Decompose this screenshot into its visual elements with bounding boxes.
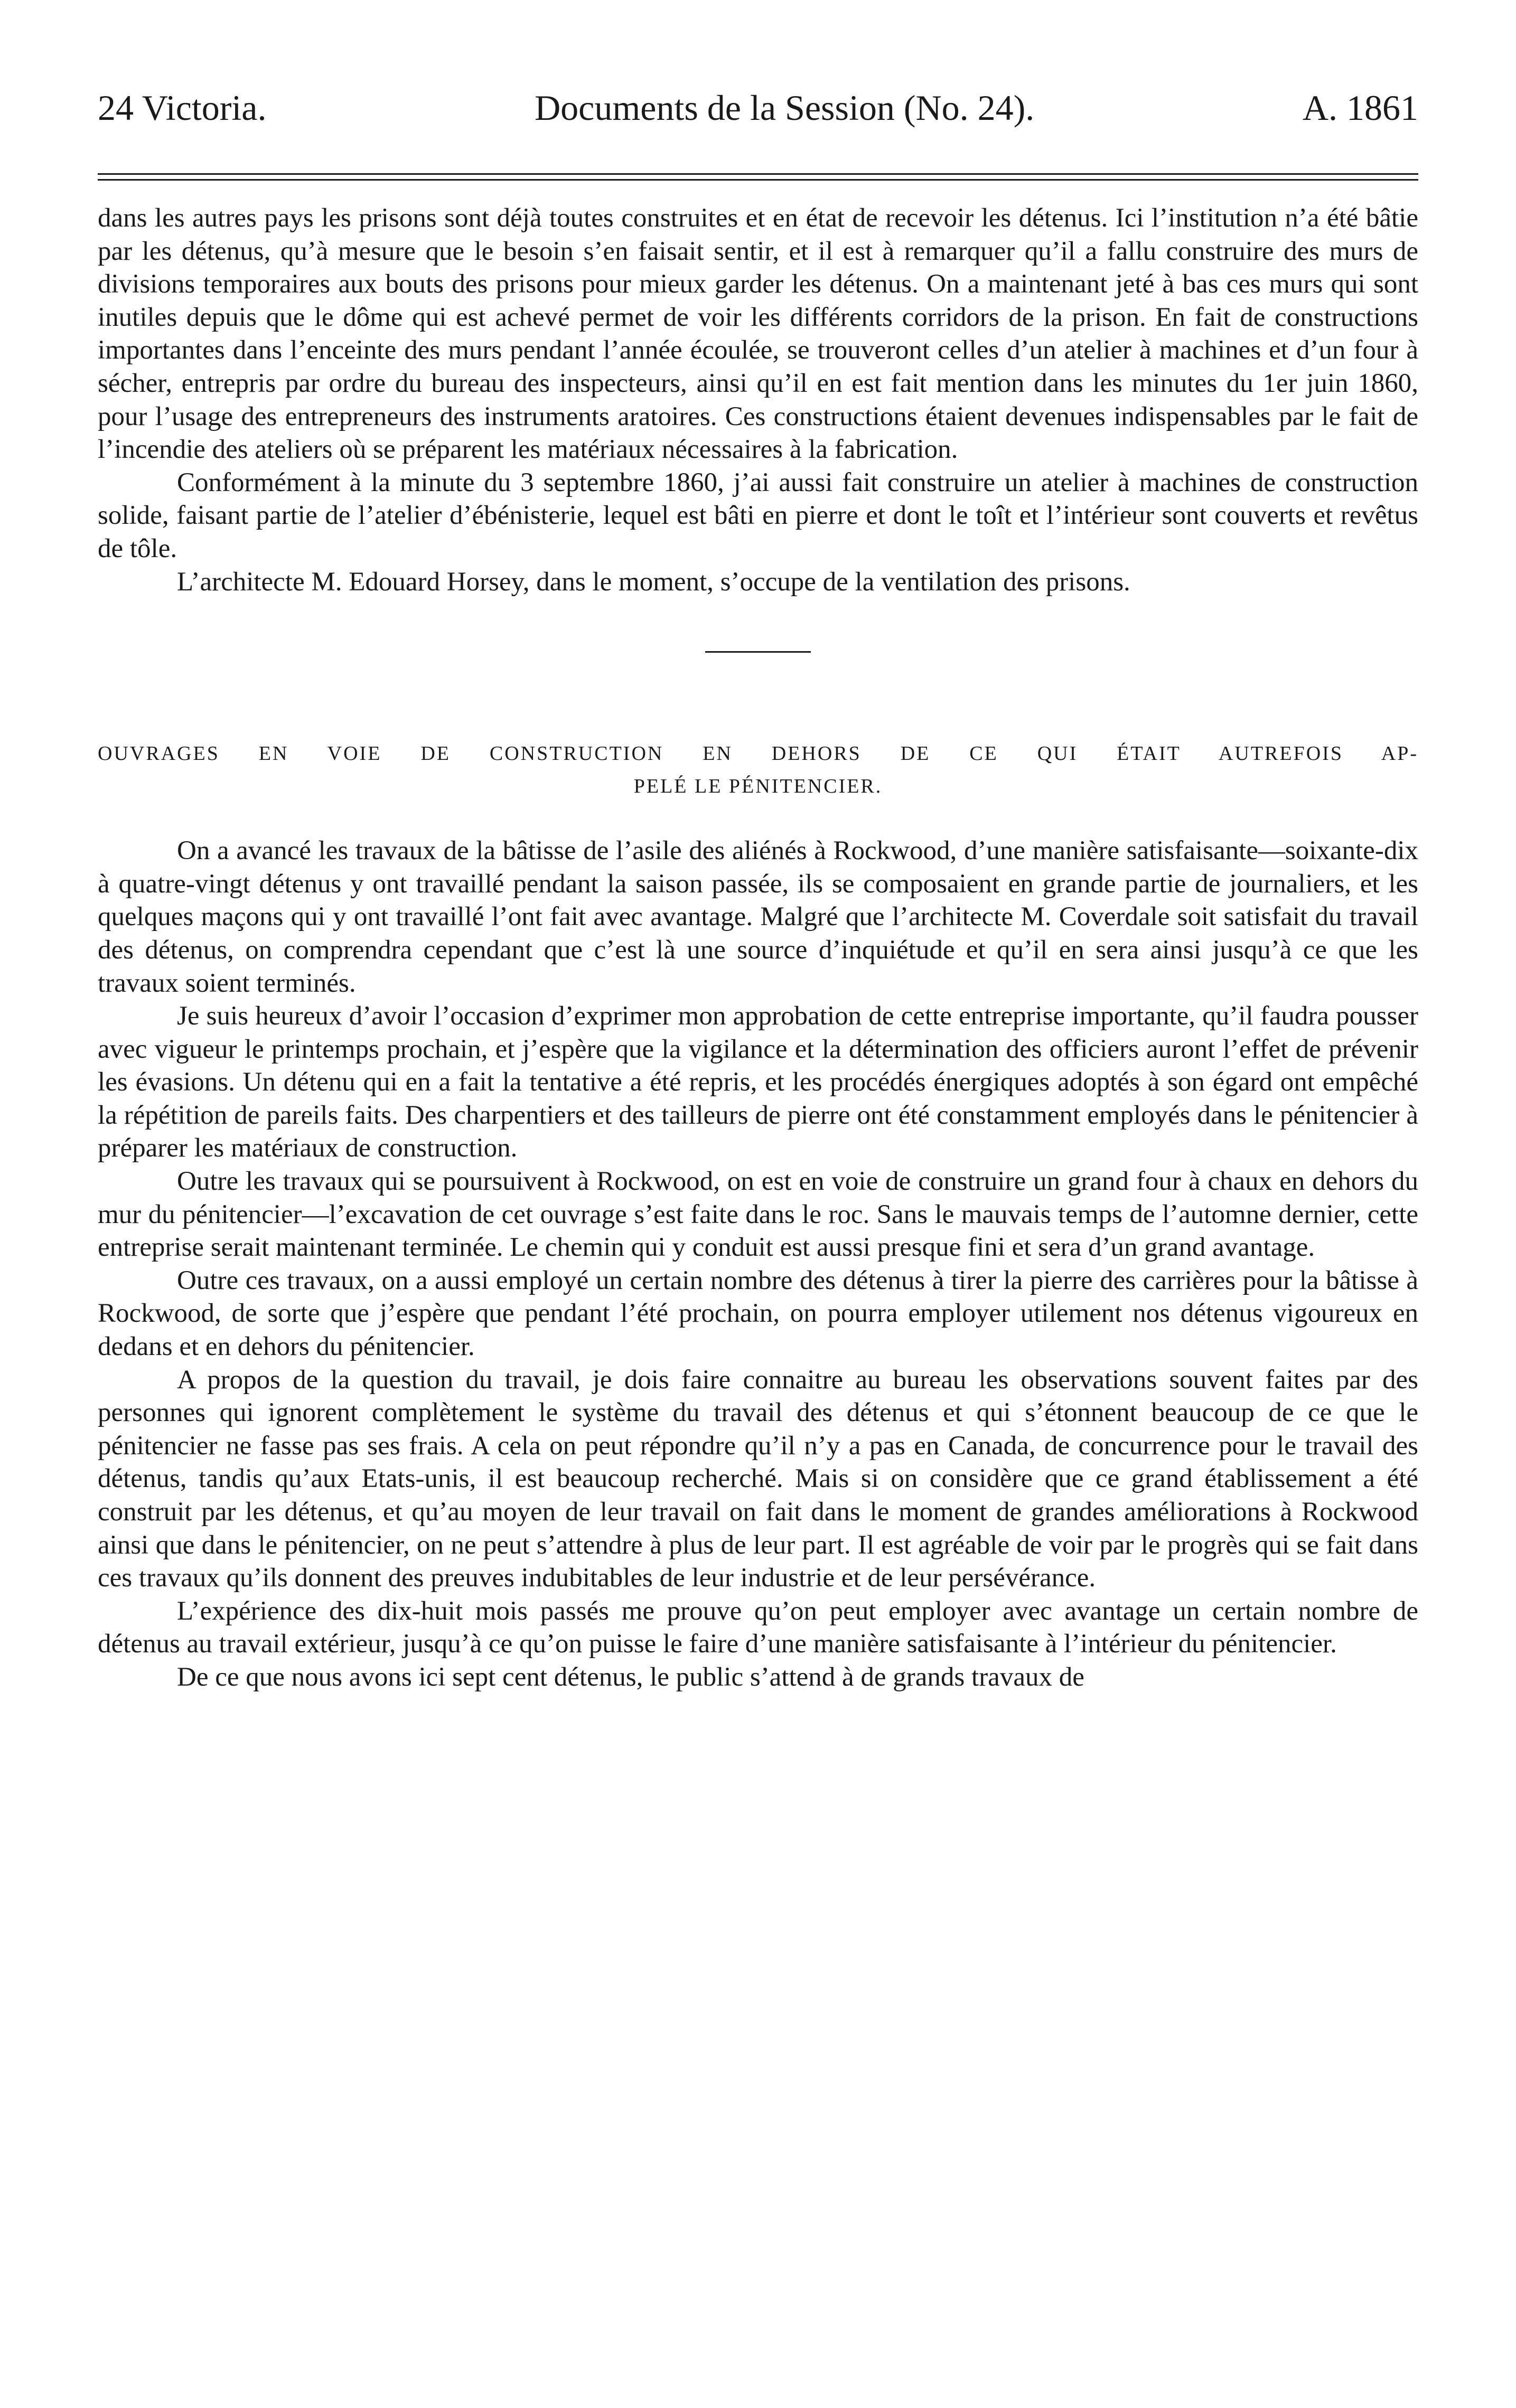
paragraph: L’expérience des dix-huit mois passés me prouve qu’on peut employer avec avantage un certain nombre de détenus au travail extérieur, jusqu’à ce qu’on puisse le faire d’une manière satisfaisante à l’intérieur du pénitencier.: [98, 1596, 1418, 1659]
running-header: [98, 90, 1418, 132]
paragraph: De ce que nous avons ici sept cent détenus, le public s’attend à de grands travaux de: [177, 1662, 1084, 1692]
paragraph: L’architecte M. Edouard Horsey, dans le moment, s’occupe de la ventilation des prisons.: [177, 567, 1130, 597]
section-heading-line-2: PELÉ LE PÉNITENCIER.: [633, 775, 883, 798]
paragraph: Conformément à la minute du 3 septembre 1860, j’ai aussi fait construire un atelier à machines de construction solide, faisant partie de l’atelier d’ébénisterie, lequel est bâti en pierre et dont le toît et l’intérieur sont couverts et revêtus de tôle.: [98, 467, 1418, 563]
document-page: [98, 90, 1418, 1694]
header-double-rule: [98, 173, 1418, 181]
header-title: Documents de la Session (No. 24).: [535, 88, 1035, 128]
header-volume: 24 Victoria.: [98, 88, 267, 128]
section-divider-rule: [705, 651, 811, 653]
body-section-1: [98, 202, 1418, 598]
paragraph: Je suis heureux d’avoir l’occasion d’exprimer mon approbation de cette entreprise importante, qu’il faudra pousser avec vigueur le printemps prochain, et j’espère que la vigilance et la détermination des officiers auront l’effet de prévenir les évasions. Un détenu qui en a fait la tentative a été repris, et les procédés énergiques adoptés à son égard ont empêché la répétition de pareils faits. Des charpentiers et des tailleurs de pierre ont été constamment employés dans le pénitencier à préparer les matériaux de construction.: [98, 1001, 1418, 1163]
body-section-2: [98, 834, 1418, 1694]
paragraph: Outre ces travaux, on a aussi employé un certain nombre des détenus à tirer la pierre des carrières pour la bâtisse à Rockwood, de sorte que j’espère que pendant l’été prochain, on pourra employer utilement nos détenus vigoureux en dedans et en dehors du pénitencier.: [98, 1265, 1418, 1362]
paragraph: A propos de la question du travail, je dois faire connaitre au bureau les observations souvent faites par des personnes qui ignorent complètement le système du travail des détenus et qui s’étonnent beaucoup de ce que le pénitencier ne fasse pas ses frais. A cela on peut répondre qu’il n’y a pas en Canada, de concurrence pour le travail des détenus, tandis qu’aux Etats-unis, il est beaucoup recherché. Mais si on considère que ce grand établissement a été construit par les détenus, et qu’au moyen de leur travail on fait dans le moment de grandes améliorations à Rockwood ainsi que dans le pénitencier, on ne peut s’attendre à plus de leur part. Il est agréable de voir par le progrès qui se fait dans ces travaux qu’ils donnent des preuves indubitables de leur industrie et de leur persévérance.: [98, 1365, 1418, 1593]
paragraph: On a avancé les travaux de la bâtisse de l’asile des aliénés à Rockwood, d’une manière satisfaisante—soixante-dix à quatre-vingt détenus y ont travaillé pendant la saison passée, ils se composaient en grande partie de journaliers, et les quelques maçons qui y ont travaillé l’ont fait avec avantage. Malgré que l’architecte M. Coverdale soit satisfait du travail des détenus, on comprendra cependant que c’est là une source d’inquiétude et qu’il en sera ainsi jusqu’à ce que les travaux soient terminés.: [98, 836, 1418, 998]
header-year: A. 1861: [1302, 88, 1418, 128]
section-heading: [98, 737, 1418, 803]
paragraph: Outre les travaux qui se poursuivent à Rockwood, on est en voie de construire un grand four à chaux en dehors du mur du pénitencier—l’excavation de cet ouvrage s’est faite dans le roc. Sans le mauvais temps de l’automne dernier, cette entreprise serait maintenant terminée. Le chemin qui y conduit est aussi presque fini et sera d’un grand avantage.: [98, 1167, 1418, 1263]
paragraph: dans les autres pays les prisons sont déjà toutes construites et en état de recevoir les détenus. Ici l’institution n’a été bâtie par les détenus, qu’à mesure que le besoin s’en faisait sentir, et il est à remarquer qu’il a fallu construire des murs de divisions temporaires aux bouts des prisons pour mieux garder les détenus. On a maintenant jeté à bas ces murs qui sont inutiles depuis que le dôme qui est achevé permet de voir les différents corridors de la prison. En fait de constructions importantes dans l’enceinte des murs pendant l’année écoulée, se trouveront celles d’un atelier à machines et d’un four à sécher, entrepris par ordre du bureau des inspecteurs, ainsi qu’il en est fait mention dans les minutes du 1er juin 1860, pour l’usage des entrepreneurs des instruments aratoires. Ces constructions étaient devenues indispensables par le fait de l’incendie des ateliers où se préparent les matériaux nécessaires à la fabrication.: [98, 203, 1418, 465]
section-heading-line-1: OUVRAGES EN VOIE DE CONSTRUCTION EN DEHORS DE CE QUI ÉTAIT AUTREFOIS AP-: [98, 742, 1418, 765]
